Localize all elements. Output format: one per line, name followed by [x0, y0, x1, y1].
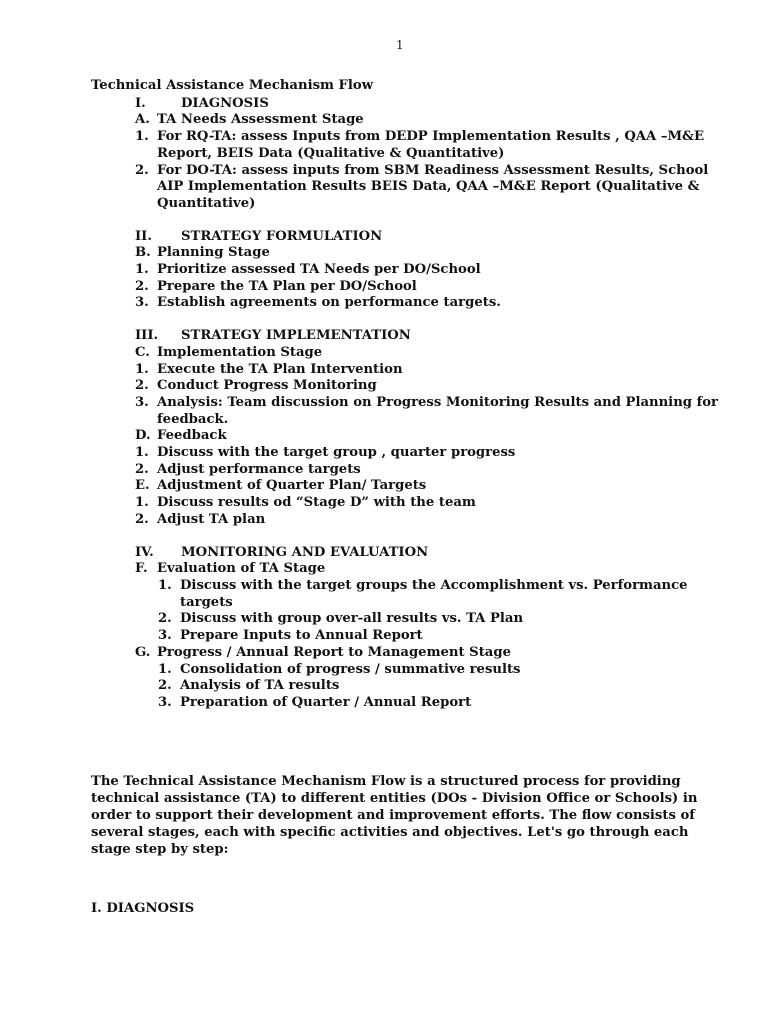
stage-label: Adjustment of Quarter Plan/ Targets: [157, 478, 427, 494]
list-item-number: 3.: [135, 394, 149, 410]
section-heading-text: STRATEGY IMPLEMENTATION: [181, 328, 411, 344]
list-item-number: 2.: [135, 278, 149, 294]
summary-paragraph: The Technical Assistance Mechanism Flow is a structured process for providing technical assistance (TA) to different entities (DOs - Division Office or Schools) in order to support their development and improvement efforts. The flow consists of several stages, each with specific activities and objectives. Let's go through each stage step by step:: [91, 773, 698, 857]
list-item-text: Preparation of Quarter / Annual Report: [180, 694, 472, 710]
list-item-number: 2.: [158, 611, 172, 627]
list-item-number: 2.: [135, 378, 149, 394]
list-item-text: Prepare Inputs to Annual Report: [180, 628, 423, 644]
stage-letter: G.: [135, 644, 151, 660]
stage-letter: B.: [135, 245, 151, 261]
list-item-number: 2.: [135, 162, 149, 178]
stage-heading: [135, 428, 731, 445]
stage-heading: [135, 645, 731, 662]
list-item: [135, 495, 731, 512]
list-item-number: 1.: [135, 262, 149, 278]
list-item: [135, 295, 731, 312]
list-item-text: Adjust performance targets: [157, 461, 361, 477]
list-item: [135, 395, 731, 428]
list-item-number: 2.: [135, 511, 149, 527]
list-item-text: Analysis of TA results: [180, 678, 340, 694]
section-block: [135, 96, 731, 213]
list-item: [135, 628, 731, 645]
stage-label: TA Needs Assessment Stage: [157, 112, 364, 128]
list-item-text: Discuss with the target group , quarter progress: [157, 445, 516, 461]
stage-letter: E.: [135, 478, 150, 494]
list-item: [135, 279, 731, 296]
stage-letter: F.: [135, 561, 148, 577]
list-item-number: 3.: [135, 295, 149, 311]
stage-heading: [135, 112, 731, 129]
list-item: [135, 611, 731, 628]
list-item-text: Discuss with the target groups the Accomplishment vs. Performance targets: [180, 577, 688, 610]
list-item-number: 1.: [135, 495, 149, 511]
list-item-text: Discuss with group over-all results vs. TA Plan: [180, 611, 524, 627]
list-item-number: 1.: [135, 445, 149, 461]
stage-label: Planning Stage: [157, 245, 270, 261]
stage-heading: [135, 478, 731, 495]
stage-label: Evaluation of TA Stage: [157, 561, 326, 577]
list-item-number: 1.: [135, 361, 149, 377]
stage-letter: A.: [135, 112, 150, 128]
list-item-number: 2.: [135, 461, 149, 477]
list-item: [135, 462, 731, 479]
sections-list: [91, 96, 731, 712]
section-heading: [135, 229, 731, 246]
document-body: [91, 78, 731, 917]
list-item-text: Consolidation of progress / summative results: [180, 661, 521, 677]
summary-section-heading: I. DIAGNOSIS: [91, 900, 195, 916]
list-item-number: 2.: [158, 678, 172, 694]
section-heading: [135, 545, 731, 562]
list-item: [135, 362, 731, 379]
list-item-text: Prepare the TA Plan per DO/School: [157, 278, 417, 294]
section-heading: [135, 328, 731, 345]
list-item-text: For RQ-TA: assess Inputs from DEDP Implementation Results , QAA –M&E Report, BEIS Data (Qualitative & Quantitative): [157, 129, 705, 161]
section-block: [135, 229, 731, 313]
stage-label: Progress / Annual Report to Management Stage: [157, 644, 511, 660]
list-item: [135, 163, 731, 213]
list-item: [135, 662, 731, 679]
list-item: [135, 512, 731, 529]
page-number: 1: [396, 38, 404, 52]
section-heading-text: MONITORING AND EVALUATION: [181, 544, 429, 560]
stage-letter: D.: [135, 428, 151, 444]
section-heading-text: STRATEGY FORMULATION: [181, 228, 383, 244]
list-item-text: Establish agreements on performance targets.: [157, 295, 501, 311]
section-roman-numeral: III.: [135, 328, 159, 344]
list-item-number: 3.: [158, 628, 172, 644]
list-item: [135, 695, 731, 712]
stage-label: Implementation Stage: [157, 344, 323, 360]
stage-heading: [135, 561, 731, 578]
list-item-text: Discuss results od “Stage D” with the team: [157, 495, 476, 511]
stage-label: Feedback: [157, 428, 227, 444]
list-item-number: 1.: [135, 129, 149, 145]
document-title: Technical Assistance Mechanism Flow: [91, 78, 374, 93]
section-roman-numeral: I.: [135, 95, 146, 111]
list-item: [135, 262, 731, 279]
list-item-number: 3.: [158, 694, 172, 710]
section-heading-text: DIAGNOSIS: [181, 95, 269, 111]
list-item: [135, 578, 731, 611]
section-roman-numeral: II.: [135, 228, 152, 244]
list-item-text: For DO-TA: assess inputs from SBM Readiness Assessment Results, School AIP Implementation Results BEIS Data, QAA –M&E Report (Qualitative & Quantitative): [157, 162, 709, 211]
list-item-text: Conduct Progress Monitoring: [157, 378, 377, 394]
list-item-text: Execute the TA Plan Intervention: [157, 361, 403, 377]
stage-letter: C.: [135, 344, 150, 360]
list-item-number: 1.: [158, 577, 172, 593]
stage-heading: [135, 345, 731, 362]
stage-heading: [135, 245, 731, 262]
list-item-text: Adjust TA plan: [157, 511, 266, 527]
section-heading: [135, 96, 731, 113]
section-block: [135, 545, 731, 712]
list-item-number: 1.: [158, 661, 172, 677]
list-item: [135, 378, 731, 395]
list-item: [135, 678, 731, 695]
list-item-text: Prioritize assessed TA Needs per DO/School: [157, 262, 481, 278]
section-roman-numeral: IV.: [135, 544, 154, 560]
list-item-text: Analysis: Team discussion on Progress Monitoring Results and Planning for feedback.: [157, 394, 719, 427]
list-item: [135, 445, 731, 462]
list-item: [135, 129, 731, 162]
section-block: [135, 328, 731, 528]
